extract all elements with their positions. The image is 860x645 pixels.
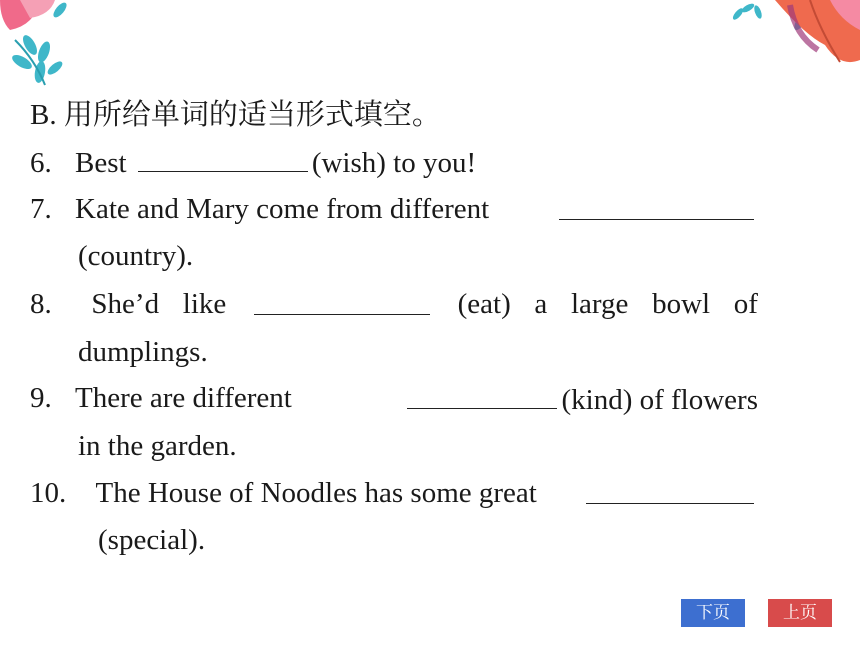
question-number: 6. <box>30 147 52 179</box>
answer-blank-8[interactable] <box>254 286 430 315</box>
question-10 <box>30 475 758 511</box>
question-text: There are different <box>75 382 292 414</box>
question-text: Kate and Mary come from different <box>75 193 490 225</box>
next-page-button[interactable]: 下页 <box>681 599 745 627</box>
section-title: B. 用所给单词的适当形式填空。 <box>30 99 441 131</box>
word: She’d <box>91 288 160 320</box>
word: like <box>182 288 227 320</box>
word: of <box>733 288 758 320</box>
question-7 <box>30 191 758 227</box>
decor-leaves-top-left <box>0 0 90 95</box>
decor-leaves-top-right <box>730 0 860 70</box>
question-number: 9. <box>30 382 52 414</box>
question-9-cont: in the garden. <box>78 430 237 462</box>
question-text: Best <box>75 147 127 179</box>
question-8 <box>30 286 758 322</box>
answer-blank-6[interactable] <box>138 143 308 172</box>
word: large <box>570 288 629 320</box>
question-hint: (kind) of flowers <box>561 384 758 416</box>
answer-blank-10[interactable] <box>586 475 754 504</box>
word: (eat) <box>457 288 511 320</box>
question-9 <box>30 380 758 418</box>
question-number: 10. <box>30 477 67 509</box>
question-8-cont: dumplings. <box>78 336 208 368</box>
question-text: The House of Noodles has some great <box>95 477 537 509</box>
question-7-cont: (country). <box>78 240 194 272</box>
question-10-cont: (special). <box>98 524 206 556</box>
answer-blank-7[interactable] <box>559 191 754 220</box>
word: bowl <box>652 288 711 320</box>
question-number: 8. <box>30 288 52 320</box>
question-hint: (wish) to you! <box>311 147 477 179</box>
word: a <box>534 288 548 320</box>
question-6 <box>30 143 476 181</box>
answer-blank-9[interactable] <box>407 380 557 409</box>
prev-page-button[interactable]: 上页 <box>768 599 832 627</box>
question-number: 7. <box>30 193 52 225</box>
